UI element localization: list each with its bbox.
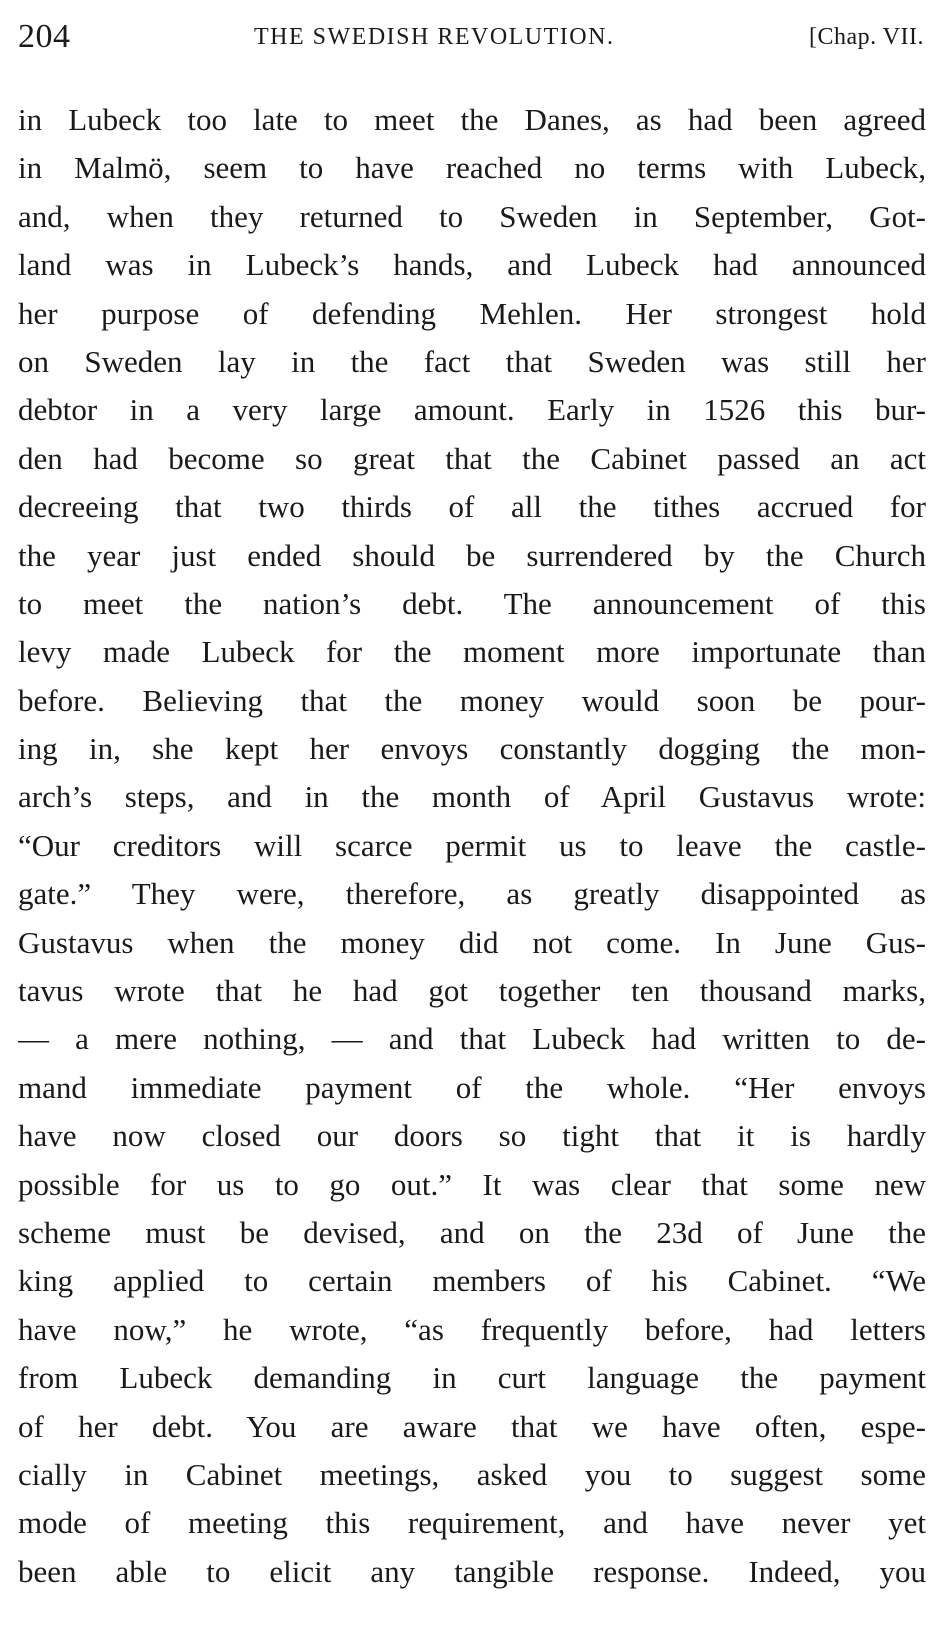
page-number: 204: [18, 18, 71, 55]
text-line: Gustavus when the money did not come. In June Gus-: [18, 924, 926, 960]
text-line: decreeing that two thirds of all the tithes accrued for: [18, 489, 926, 525]
running-header: [18, 12, 926, 62]
text-line: ing in, she kept her envoys constantly dogging the mon-: [18, 731, 926, 767]
text-line: mode of meeting this requirement, and have never yet: [18, 1505, 926, 1541]
text-line: her purpose of defending Mehlen. Her strongest hold: [18, 295, 926, 331]
text-line: in Malmö, seem to have reached no terms with Lubeck,: [18, 150, 926, 186]
text-line: tavus wrote that he had got together ten thousand marks,: [18, 973, 926, 1009]
running-title: THE SWEDISH REVOLUTION.: [254, 24, 615, 50]
text-line: have now closed our doors so tight that it is hardly: [18, 1118, 926, 1154]
text-line: land was in Lubeck’s hands, and Lubeck had announced: [18, 247, 926, 283]
text-line: arch’s steps, and in the month of April Gustavus wrote:: [18, 779, 926, 815]
body-text: [18, 96, 926, 1596]
text-line: from Lubeck demanding in curt language the payment: [18, 1360, 926, 1396]
chapter-label: [Chap. VII.: [808, 24, 924, 50]
text-line: to meet the nation’s debt. The announcement of this: [18, 585, 926, 621]
text-line: king applied to certain members of his Cabinet. “We: [18, 1263, 926, 1299]
text-line: possible for us to go out.” It was clear that some new: [18, 1166, 926, 1202]
text-line: on Sweden lay in the fact that Sweden was still her: [18, 343, 926, 379]
text-line: of her debt. You are aware that we have often, espe-: [18, 1408, 926, 1444]
text-line: been able to elicit any tangible response. Indeed, you: [18, 1553, 926, 1589]
text-line: scheme must be devised, and on the 23d of June the: [18, 1214, 926, 1250]
text-line: “Our creditors will scarce permit us to leave the castle-: [18, 827, 926, 863]
text-line: cially in Cabinet meetings, asked you to suggest some: [18, 1456, 926, 1492]
text-line: debtor in a very large amount. Early in 1526 this bur-: [18, 392, 926, 428]
text-line: have now,” he wrote, “as frequently before, had letters: [18, 1311, 926, 1347]
text-line: the year just ended should be surrendered by the Church: [18, 537, 926, 573]
text-line: — a mere nothing, — and that Lubeck had written to de-: [18, 1021, 926, 1057]
text-line: before. Believing that the money would soon be pour-: [18, 682, 926, 718]
text-line: and, when they returned to Sweden in September, Got-: [18, 198, 926, 234]
text-line: levy made Lubeck for the moment more importunate than: [18, 634, 926, 670]
text-line: gate.” They were, therefore, as greatly disappointed as: [18, 876, 926, 912]
text-line: den had become so great that the Cabinet passed an act: [18, 440, 926, 476]
text-line: in Lubeck too late to meet the Danes, as had been agreed: [18, 102, 926, 137]
text-line: mand immediate payment of the whole. “Her envoys: [18, 1069, 926, 1105]
